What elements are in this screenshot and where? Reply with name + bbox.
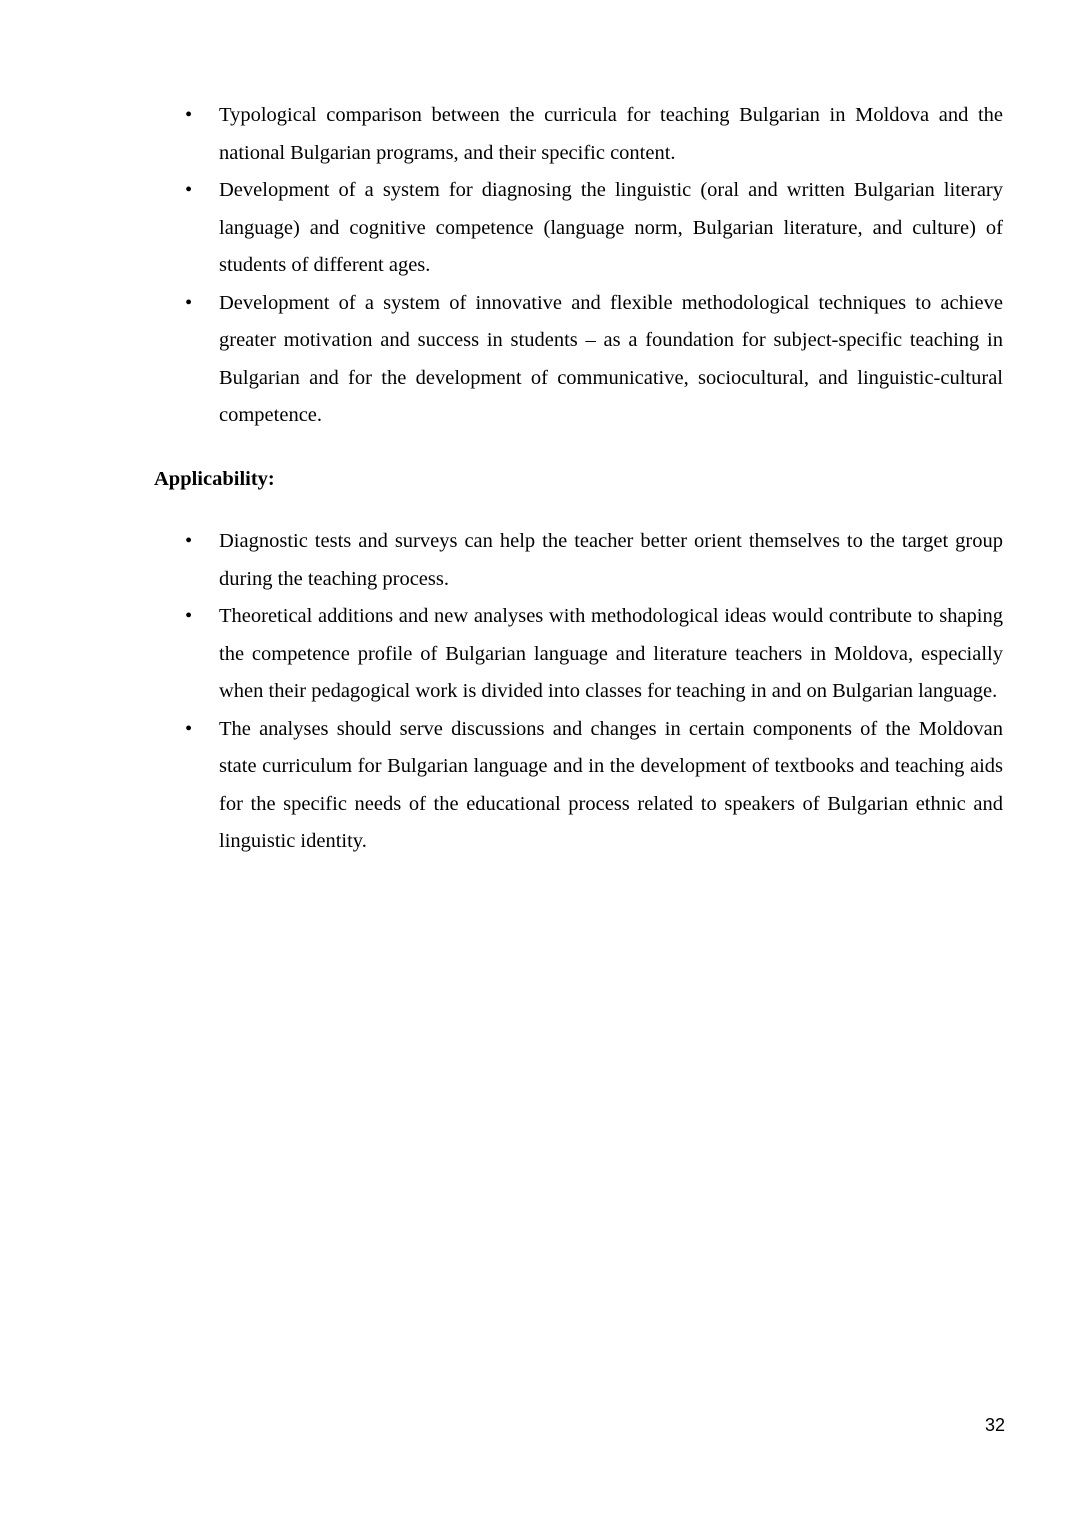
list-item <box>185 711 1003 861</box>
bullet-icon: • <box>185 605 193 627</box>
list-item-text: Theoretical additions and new analyses with methodological ideas would contribute to shaping the competence profile of Bulgarian language and literature teachers in Moldova, especially when their pedagogical work is divided into classes for teaching in and on Bulgarian language. <box>219 605 1003 702</box>
list-item-text: The analyses should serve discussions and changes in certain components of the Moldovan state curriculum for Bulgarian language and in the development of textbooks and teaching aids for the specific needs of the educational process related to speakers of Bulgarian ethnic and linguistic identity. <box>219 717 1003 852</box>
page-number: 32 <box>984 1415 1005 1435</box>
bullet-icon: • <box>185 291 193 314</box>
list-item <box>185 285 1003 435</box>
list-item-text: Development of a system for diagnosing the linguistic (oral and written Bulgarian literary language) and cognitive competence (language norm, Bulgarian literature, and culture) of students of different ages. <box>219 179 1003 276</box>
list-item-text: Development of a system of innovative and flexible methodological techniques to achieve greater motivation and success in students – as a foundation for subject-specific teaching in Bulgarian and for the development of communicative, sociocultural, and linguistic-cultural competence. <box>219 291 1003 426</box>
list-item-text: Diagnostic tests and surveys can help the teacher better orient themselves to the target group during the teaching process. <box>219 530 1003 590</box>
list-item <box>185 172 1003 285</box>
applicability-heading: Applicability: <box>154 468 275 490</box>
list-item <box>185 97 1003 172</box>
bullet-icon: • <box>185 104 193 126</box>
bullet-icon: • <box>185 717 193 740</box>
list-item <box>185 598 1003 711</box>
list-item <box>185 523 1003 598</box>
applicability-list <box>185 523 1003 861</box>
bullet-icon: • <box>185 179 193 201</box>
objectives-list <box>185 97 1003 435</box>
list-item-text: Typological comparison between the curricula for teaching Bulgarian in Moldova and the national Bulgarian programs, and their specific content. <box>219 104 1003 164</box>
bullet-icon: • <box>185 530 193 552</box>
